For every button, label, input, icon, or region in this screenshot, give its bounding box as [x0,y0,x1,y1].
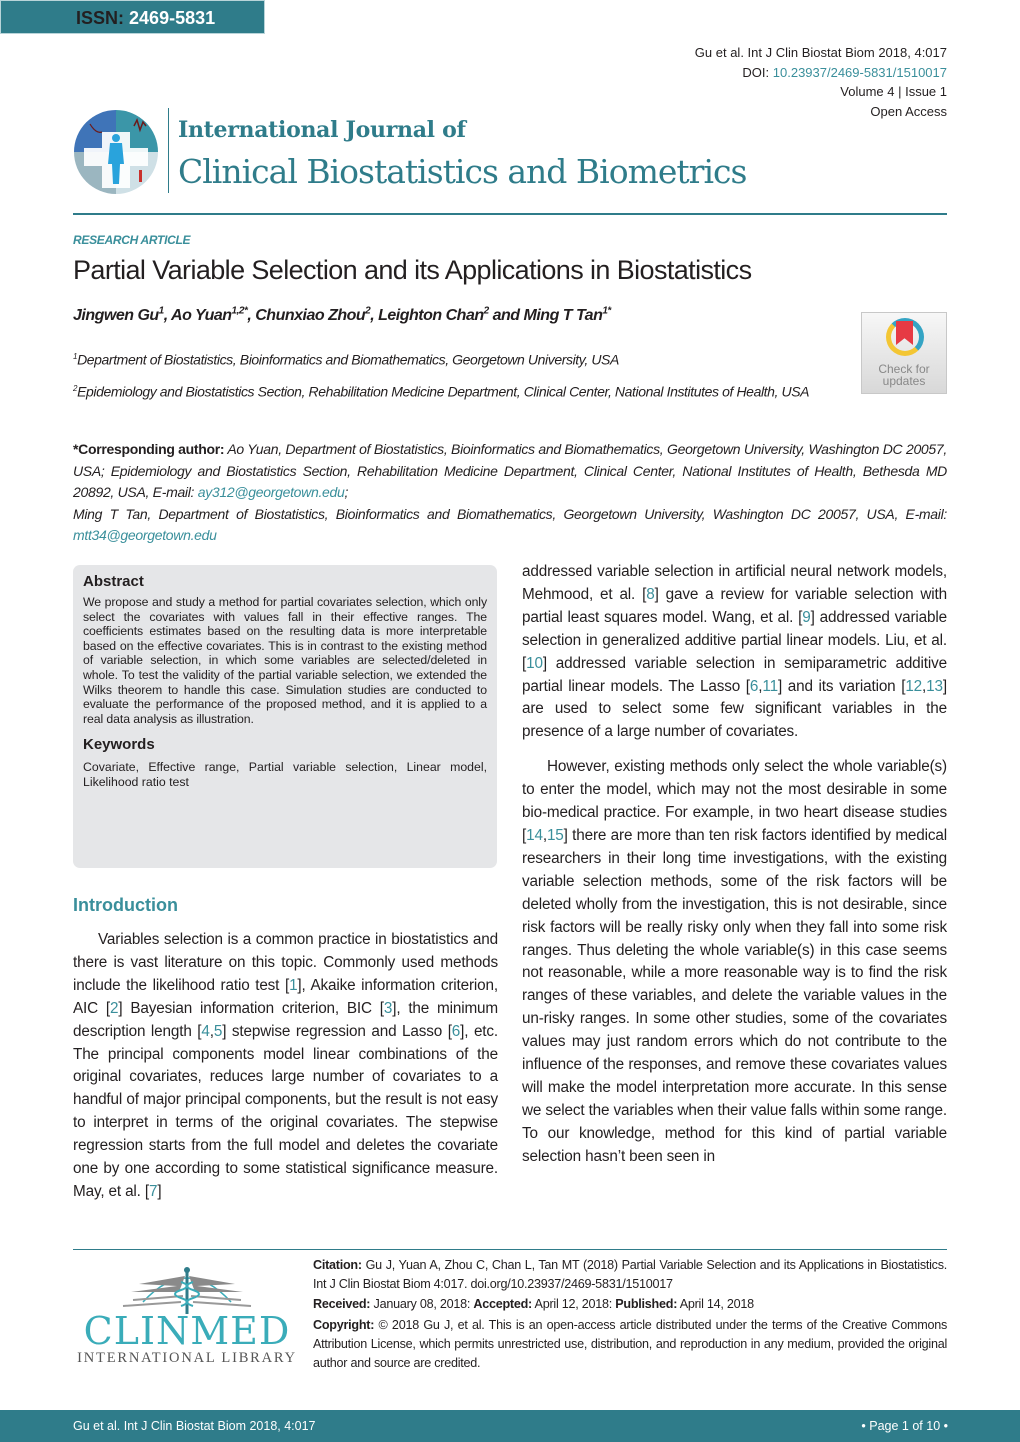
author: Ming T Tan$^{1*}$ [523,306,611,325]
publisher-name: CLINMED [83,1309,291,1353]
email-link[interactable]: mtt34@georgetown.edu [73,527,217,543]
issn-label: ISSN: [76,8,125,28]
corresponding-author: *Corresponding author: Ao Yuan, Department of Biostatistics, Bioinformatics and Biomathematics, Georgetown University, Washington DC 20057, USA; Epidemiology and Biostatistics Section, Rehabilitation Medicine Department, Clinical Center, National Institutes of Health, Bethesda MD 20892, USA, E-mail: ay312@georgetown.edu; Ming T Tan, Department of Biostatistics, Bioinformatics and Biomathematics, Georgetown University, Washington DC 20057, USA, E-mail: mtt34@georgetown.edu [73,441,947,543]
affiliation-2: $^2$Epidemiology and Biostatistics Section, Rehabilitation Medicine Department, Clinical Center, National Institutes of Health, USA [73,383,810,400]
doi-line [695,63,947,83]
citation-row: Citation: Gu J, Yuan A, Zhou C, Chan L, Tan MT (2018) Partial Variable Selection and its Applications in Biostatistics. Int J Clin Biostat Biom 4:017. doi.org/10.23937/2469-5831/1510017 [313,1258,948,1292]
abstract-text: We propose and study a method for partial covariates selection, which only select the covariates with values fall in their effective ranges. The coefficients estimates based on the resulting data is more interpretable based on the effective covariates. This is in contrast to the existing method of variable selection, in which some variables are selected/deleted in whole. To test the validity of the partial variable selection, we extended the Wilks theorem to handle this case. Simulation studies are conducted to evaluate the performance of the proposed method, and it is applied to a real data analysis as illustration. [83,595,487,726]
body-column-left [73,929,498,1204]
author: Jingwen Gu$^1$, [73,306,172,325]
copyright-row: Copyright: © 2018 Gu J, et al. This is an open-access article distributed under the terms of the Creative Commons Attribution License, which permits unrestricted use, distribution, and reproduction in any medium, provided the original author and source are credited. [313,1317,947,1371]
affiliation-1: $^1$Department of Biostatistics, Bioinformatics and Biomathematics, Georgetown University, USA [73,351,619,368]
reference-link[interactable]: 5 [213,1022,223,1040]
reference-link[interactable]: 2 [110,999,119,1017]
article-meta [695,43,947,121]
paragraph: addressed variable selection in artificial neural network models, Mehmood, et al. [8] gave a review for variable selection with partial least squares model. Wang, et al. [9] addressed variable selection in generalized additive partial linear models. Liu, et al. [10] addressed variable selection in semiparametric additive partial linear models. The Lasso [6,11] and its variation [12,13] are used to select some few significant variables in the presence of a large number of covariates. [522,563,947,741]
issn-banner [0,0,265,34]
page-number: • Page 1 of 10 • [861,1419,948,1433]
footer-divider [73,1249,947,1250]
reference-link[interactable]: 6 [749,677,759,695]
author: Leighton Chan$^2$ and [378,306,524,325]
reference-link[interactable]: 10 [526,654,543,672]
page-footer [0,1410,1020,1442]
reference-link[interactable]: 12 [905,677,923,695]
publisher-subtitle: INTERNATIONAL LIBRARY [77,1350,297,1366]
doi-link[interactable]: 10.23937/2469-5831/1510017 [772,64,947,80]
keywords-text: Covariate, Effective range, Partial variable selection, Linear model, Likelihood ratio test [83,760,487,790]
author: Ao Yuan$^{1,2*}$, [171,306,256,325]
footer-citation: Gu et al. Int J Clin Biostat Biom 2018, 4:017 [73,1419,316,1433]
publisher-logo [73,1262,301,1370]
reference-link[interactable]: 11 [762,677,778,695]
check-updates-label: updates [882,374,926,388]
volume-issue: Volume 4 | Issue 1 [840,84,947,100]
caduceus-icon [73,1262,301,1314]
logo-divider [168,108,169,193]
article-title: Partial Variable Selection and its Applications in Biostatistics [73,255,752,285]
paragraph: However, existing methods only select the whole variable(s) to enter the model, which may not the most desirable in some bio-medical practice. For example, in two heart disease studies [14,15] there are more than ten risk factors identified by medical researchers in their long time investigations, with the existing variable selection methods, some of the risk factors will be deleted wholly from the investigation, this is not desirable, since risk factors will be really risky only when they fall into some risk ranges. Thus deleting the whole variable(s) in this case seems not reasonable, while a more reasonable way is to find the risk ranges of these variables, and delete the variable values in the un-risky ranges. In some other studies, some of the covariates values may just random errors which do not contribute to the influence of the responses, and remove these covariates values will make the model interpretation more accurate. In this sense we select the variables when their value falls within some range. To our knowledge, method for this kind of partial variable selection hasn’t been seen in [522,758,947,1165]
reference-link[interactable]: 13 [926,677,943,695]
abstract-heading: Abstract [83,573,144,590]
reference-link[interactable]: 7 [148,1182,158,1200]
journal-name-line2: Clinical Biostatistics and Biometrics [178,152,747,191]
journal-name-line1: International Journal of [178,117,466,143]
abstract-box [73,565,497,868]
header-divider [73,213,947,215]
reference-link[interactable]: 14 [526,826,543,844]
citation-block [313,1256,947,1373]
reference-link[interactable]: 8 [646,585,655,603]
citation-short: Gu et al. Int J Clin Biostat Biom 2018, 4:017 [694,45,947,60]
journal-logo-icon [72,108,160,196]
body-column-right [522,561,947,1169]
reference-link[interactable]: 4 [201,1022,210,1040]
corresponding-label: *Corresponding author: [73,441,225,457]
dates-row: Received: January 08, 2018: Accepted: April 12, 2018: Published: April 14, 2018 [313,1297,754,1312]
paragraph: Variables selection is a common practice in biostatistics and there is vast literature on this topic. Commonly used methods include the likelihood ratio test [1], Akaike information criterion, AIC [2] Bayesian information criterion, BIC [3], the minimum description length [4,5] stepwise regression and Lasso [6], etc. The principal components model linear combinations of the original covariates, reduces large number of covariates to a handful of major principal components, but the result is not easy to interpret in terms of the original covariates. The stepwise regression starts from the full model and deletes the covariate one by one according to some statistical significance measure. May, et al. [7] [73,931,499,1200]
article-type: RESEARCH ARTICLE [73,233,191,247]
reference-link[interactable]: 9 [802,608,811,626]
reference-link[interactable]: 6 [451,1022,461,1040]
reference-link[interactable]: 1 [289,976,298,994]
introduction-heading: Introduction [73,895,178,915]
reference-link[interactable]: 3 [383,999,393,1017]
check-updates-label: Check for [878,362,930,376]
reference-link[interactable]: 15 [546,826,564,844]
doi-label: DOI: [742,64,770,80]
author: Chunxiao Zhou$^2$, [255,306,379,325]
check-for-updates-button[interactable] [861,312,947,394]
open-access: Open Access [870,103,947,119]
email-link[interactable]: ay312@georgetown.edu [197,484,345,500]
author-list [73,306,611,325]
issn-value: 2469-5831 [129,8,216,28]
keywords-heading: Keywords [83,736,155,754]
